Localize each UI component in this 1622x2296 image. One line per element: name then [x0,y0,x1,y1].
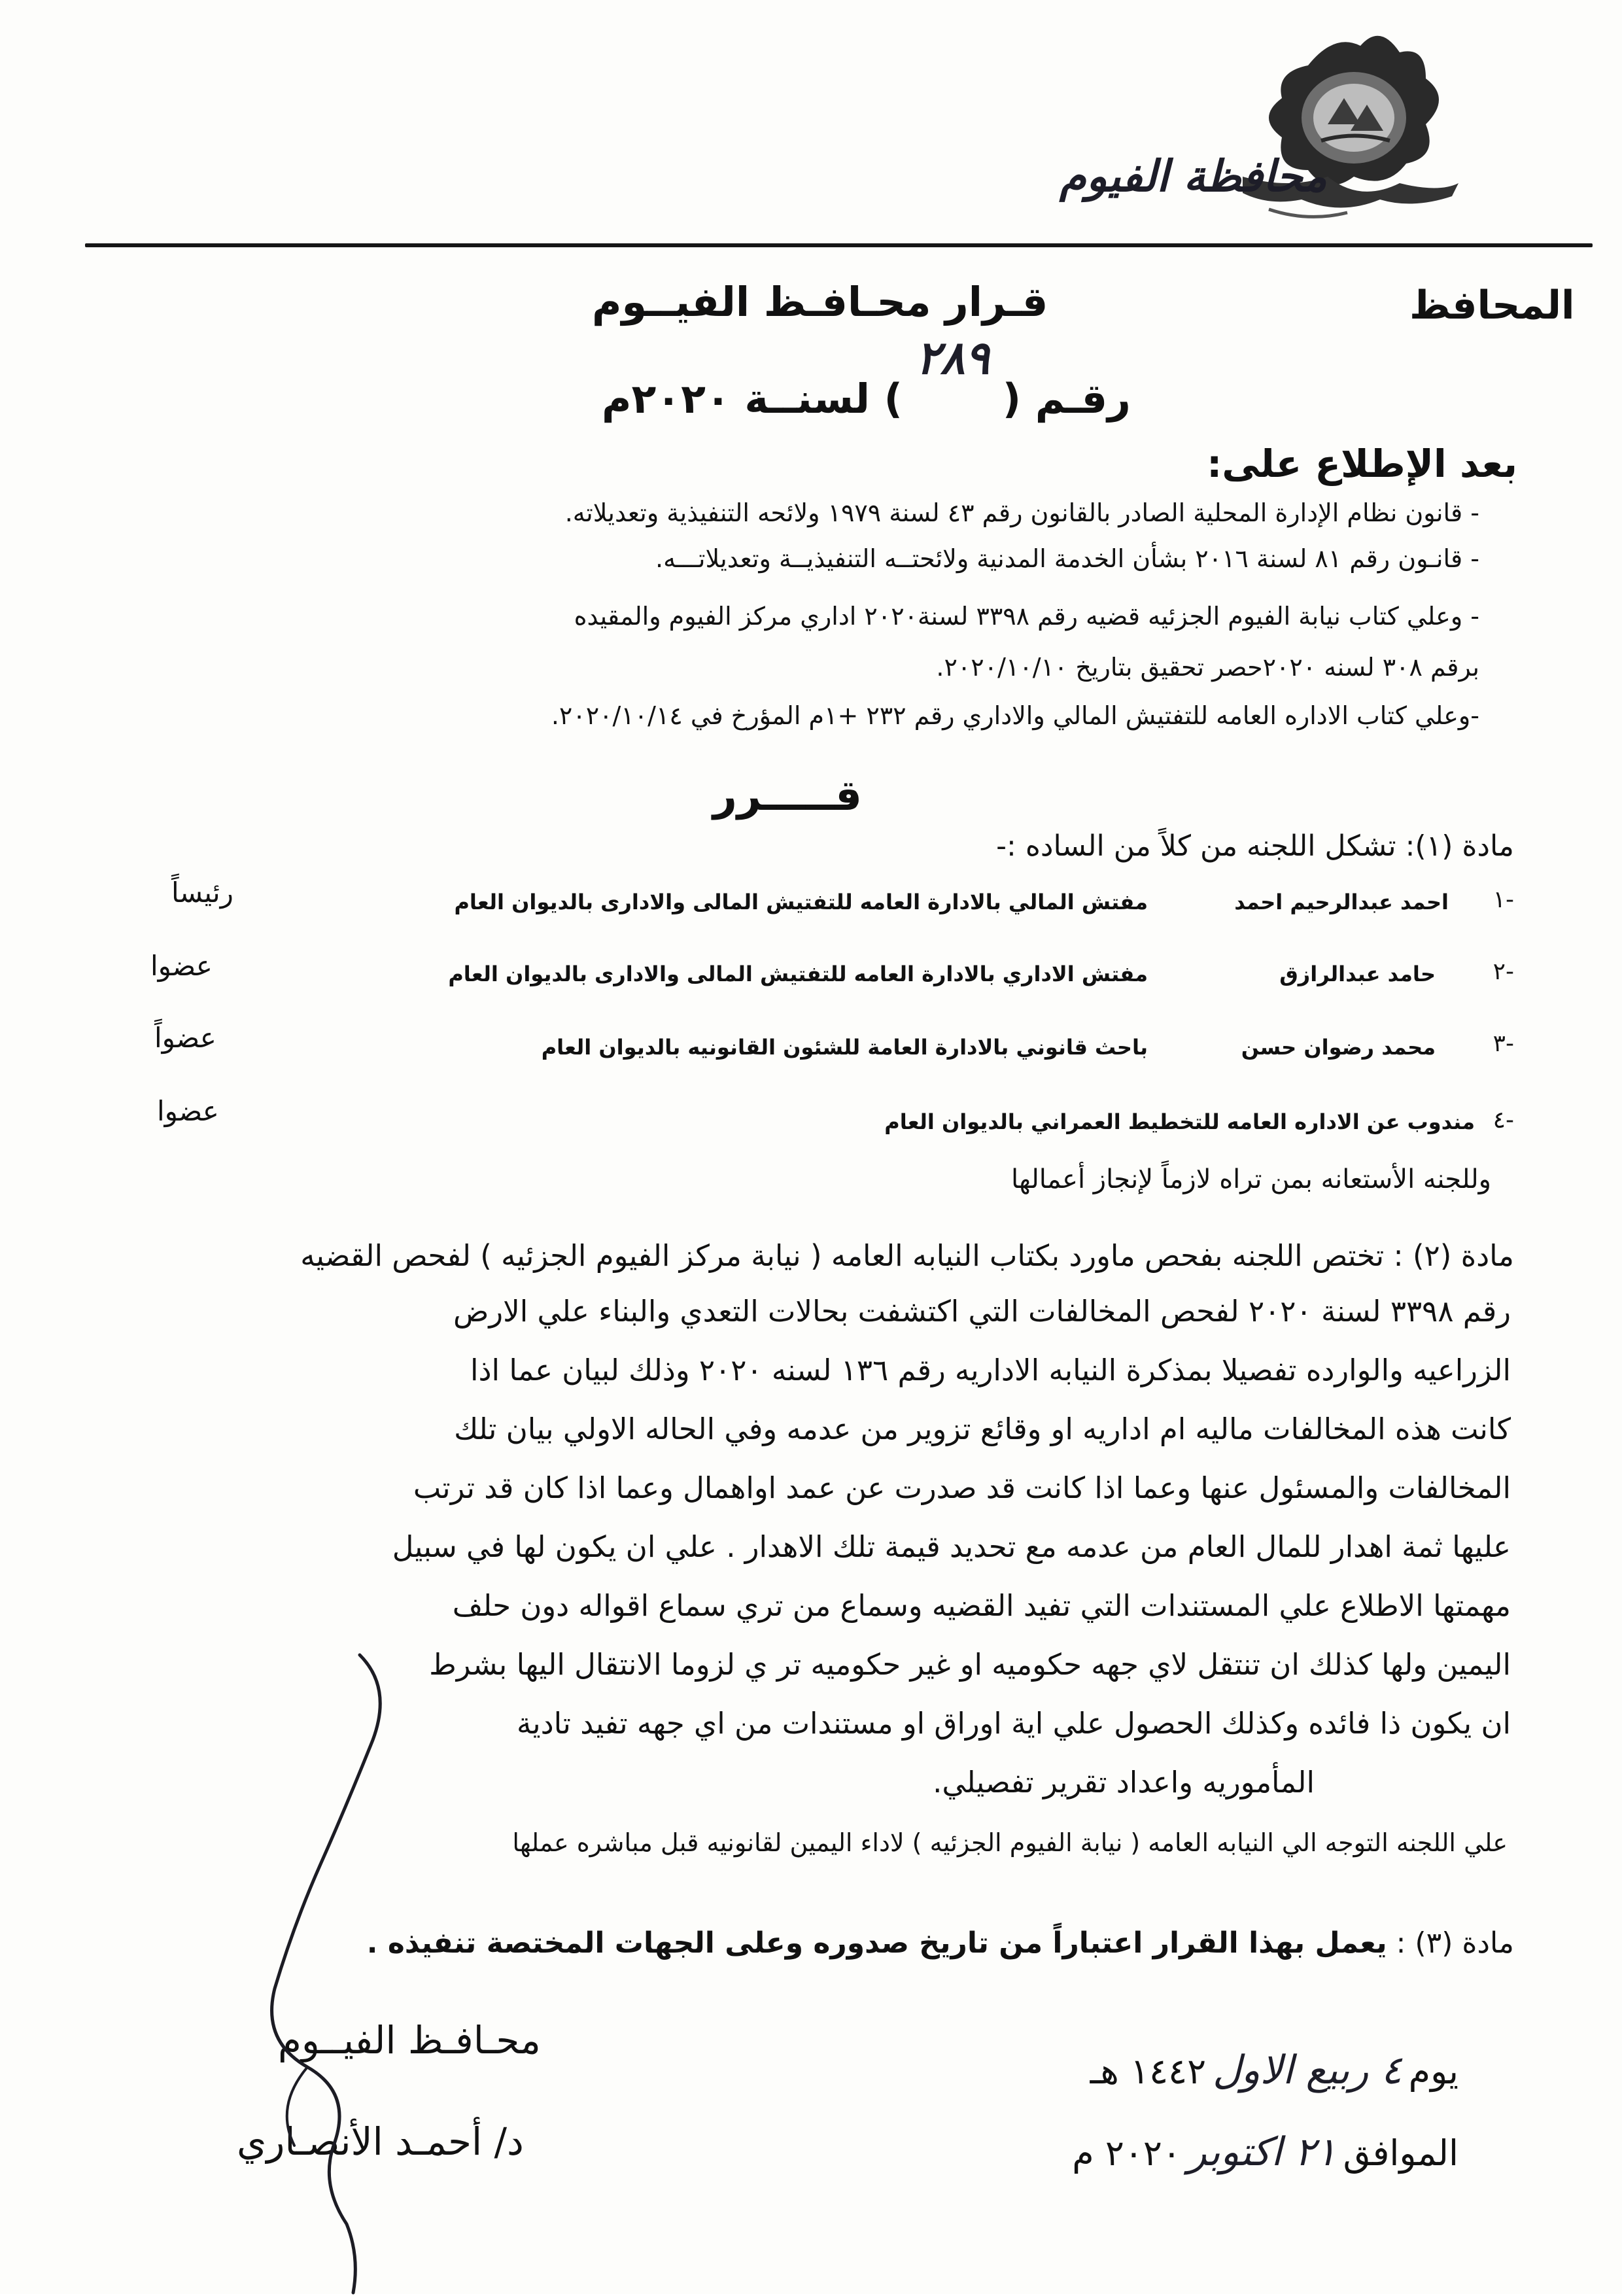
gregorian-date [1072,2129,1458,2175]
handwritten-signature [196,1648,419,2296]
article-2-line: اليمين ولها كذلك ان تنتقل لاي جهه حكوميه او غير حكوميه تر ي لزوما الانتقال اليها بشرط [429,1647,1511,1682]
preamble-item: - قانـون رقم ٨١ لسنة ٢٠١٦ بشأن الخدمة المدنية ولائحتــه التنفيذيــة وتعديلاتـــه. [655,544,1479,573]
preamble-item: - قانون نظام الإدارة المحلية الصادر بالقانون رقم ٤٣ لسنة ١٩٧٩ ولائحه التنفيذية وتعديلاته. [564,498,1479,527]
hijri-year: ١٤٤٢ هـ [1090,2051,1207,2092]
decree-number-line [602,330,1131,424]
member-title: مفتش الاداري بالادارة العامه للتفتيش المالى والادارى بالديوان العام [448,962,1148,986]
signatory-title: محـافـظ الفيــوم [278,2018,541,2062]
member-role: رئيساً [171,877,233,909]
signatory-name: د/ أحمـد الأنصـاري [237,2119,524,2164]
member-number: ١- [1493,886,1514,913]
preamble-item: - وعلي كتاب نيابة الفيوم الجزئيه قضيه رقم ٣٣٩٨ لسنة٢٠٢٠ اداري مركز الفيوم والمقيده [574,602,1479,631]
article-2-line: الزراعيه والوارده تفصيلا بمذكرة النيابه الاداريه رقم ١٣٦ لسنه ٢٠٢٠ وذلك لبيان عما اذا [470,1353,1511,1387]
article-3-label: مادة (٣) : [1396,1926,1514,1960]
member-name: حامد عبدالرازق [1279,962,1436,986]
governor-label: المحافظ [1409,283,1575,328]
article-2-note: علي اللجنه التوجه الي النيابه العامه ( نيابة الفيوم الجزئيه ) لاداء اليمين لقانونيه قبل مباشره عملها [512,1828,1508,1857]
article-3-text: يعمل بهذا القرار اعتباراً من تاريخ صدوره وعلى الجهات المختصة تنفيذه . [366,1926,1387,1960]
article-3 [367,1926,1514,1960]
decision-heading: قـــــرر [713,772,862,820]
preamble-item: برقم ٣٠٨ لسنه ٢٠٢٠حصر تحقيق بتاريخ ٢٠٢٠/١٠/١٠. [936,653,1479,682]
header-divider [85,243,1593,247]
decree-number-handwritten: ٢٨٩ [916,330,990,385]
member-number: ٢- [1493,958,1514,985]
article-2-line: المأموريه واعداد تقرير تفصيلي. [933,1765,1315,1800]
greg-handwritten: ٢١ اكتوبر [1187,2129,1337,2175]
article-2-line: ان يكون ذا فائده وكذلك الحصول علي اية اوراق او مستندات من اي جهه تفيد تادية [516,1706,1511,1741]
member-number: ٤- [1493,1107,1514,1134]
hijri-prefix: يوم [1408,2051,1458,2092]
governorate-name: محافظة الفيوم [1060,150,1327,201]
member-title: مفتش المالي بالادارة العامه للتفتيش المالى والادارى بالديوان العام [454,890,1148,914]
member-role: عضواً [154,1022,216,1054]
article-2-line: مادة (٢) : تختص اللجنه بفحص ماورد بكتاب النيابه العامه ( نيابة مركز الفيوم الجزئيه ) لفحص القضيه [300,1238,1514,1273]
preamble-heading: بعد الإطلاع على: [1207,442,1517,486]
greg-prefix: الموافق [1343,2132,1458,2174]
hijri-date [1090,2047,1458,2093]
article-2-line: المخالفات والمسئول عنها وعما اذا كانت قد صدرت عن عمد اواهمال وعما اذا كان قد ترتب [413,1470,1511,1505]
hijri-handwritten: ٤ ربيع الاول [1213,2047,1402,2093]
member-title: باحث قانوني بالادارة العامة للشئون القانونيه بالديوان العام [541,1035,1148,1060]
decree-number-prefix: رقـم ( [1002,375,1131,423]
member-name: محمد رضوان حسن [1241,1035,1436,1060]
member-title: مندوب عن الاداره العامه للتخطيط العمراني بالديوان العام [884,1109,1475,1134]
article-1-note: وللجنه الأستعانه بمن تراه لازماً لإنجاز أعمالها [1010,1164,1491,1194]
member-role: عضوا [157,1095,219,1127]
decree-title: قـرار محـافـظ الفيــوم [592,278,1048,326]
member-number: ٣- [1493,1030,1514,1057]
member-role: عضوا [150,950,213,982]
preamble-item: -وعلي كتاب الاداره العامه للتفتيش المالي والاداري رقم ٢٣٢ +١م المؤرخ في ٢٠٢٠/١٠/١٤. [551,701,1479,730]
article-2-line: عليها ثمة اهدار للمال العام من عدمه مع تحديد قيمة تلك الاهدار . علي ان يكون لها في سبيل [392,1529,1511,1564]
article-2-line: مهمتها الاطلاع علي المستندات التي تفيد القضيه وسماع من تري سماع اقواله دون حلف [452,1588,1511,1623]
decree-number-suffix: ) لسنــة ٢٠٢٠م [602,375,903,423]
article-2-line: رقم ٣٣٩٨ لسنة ٢٠٢٠ لفحص المخالفات التي اكتشفت بحالات التعدي والبناء علي الارض [453,1294,1511,1329]
article-2-line: كانت هذه المخالفات ماليه ام اداريه او وقائع تزوير من عدمه وفي الحاله الاولي بيان تلك [454,1412,1511,1446]
greg-year: ٢٠٢٠ م [1072,2132,1181,2174]
article-1-intro: مادة (١): تشكل اللجنه من كلاً من الساده :- [996,829,1514,863]
member-name: احمد عبدالرحيم احمد [1234,890,1449,914]
